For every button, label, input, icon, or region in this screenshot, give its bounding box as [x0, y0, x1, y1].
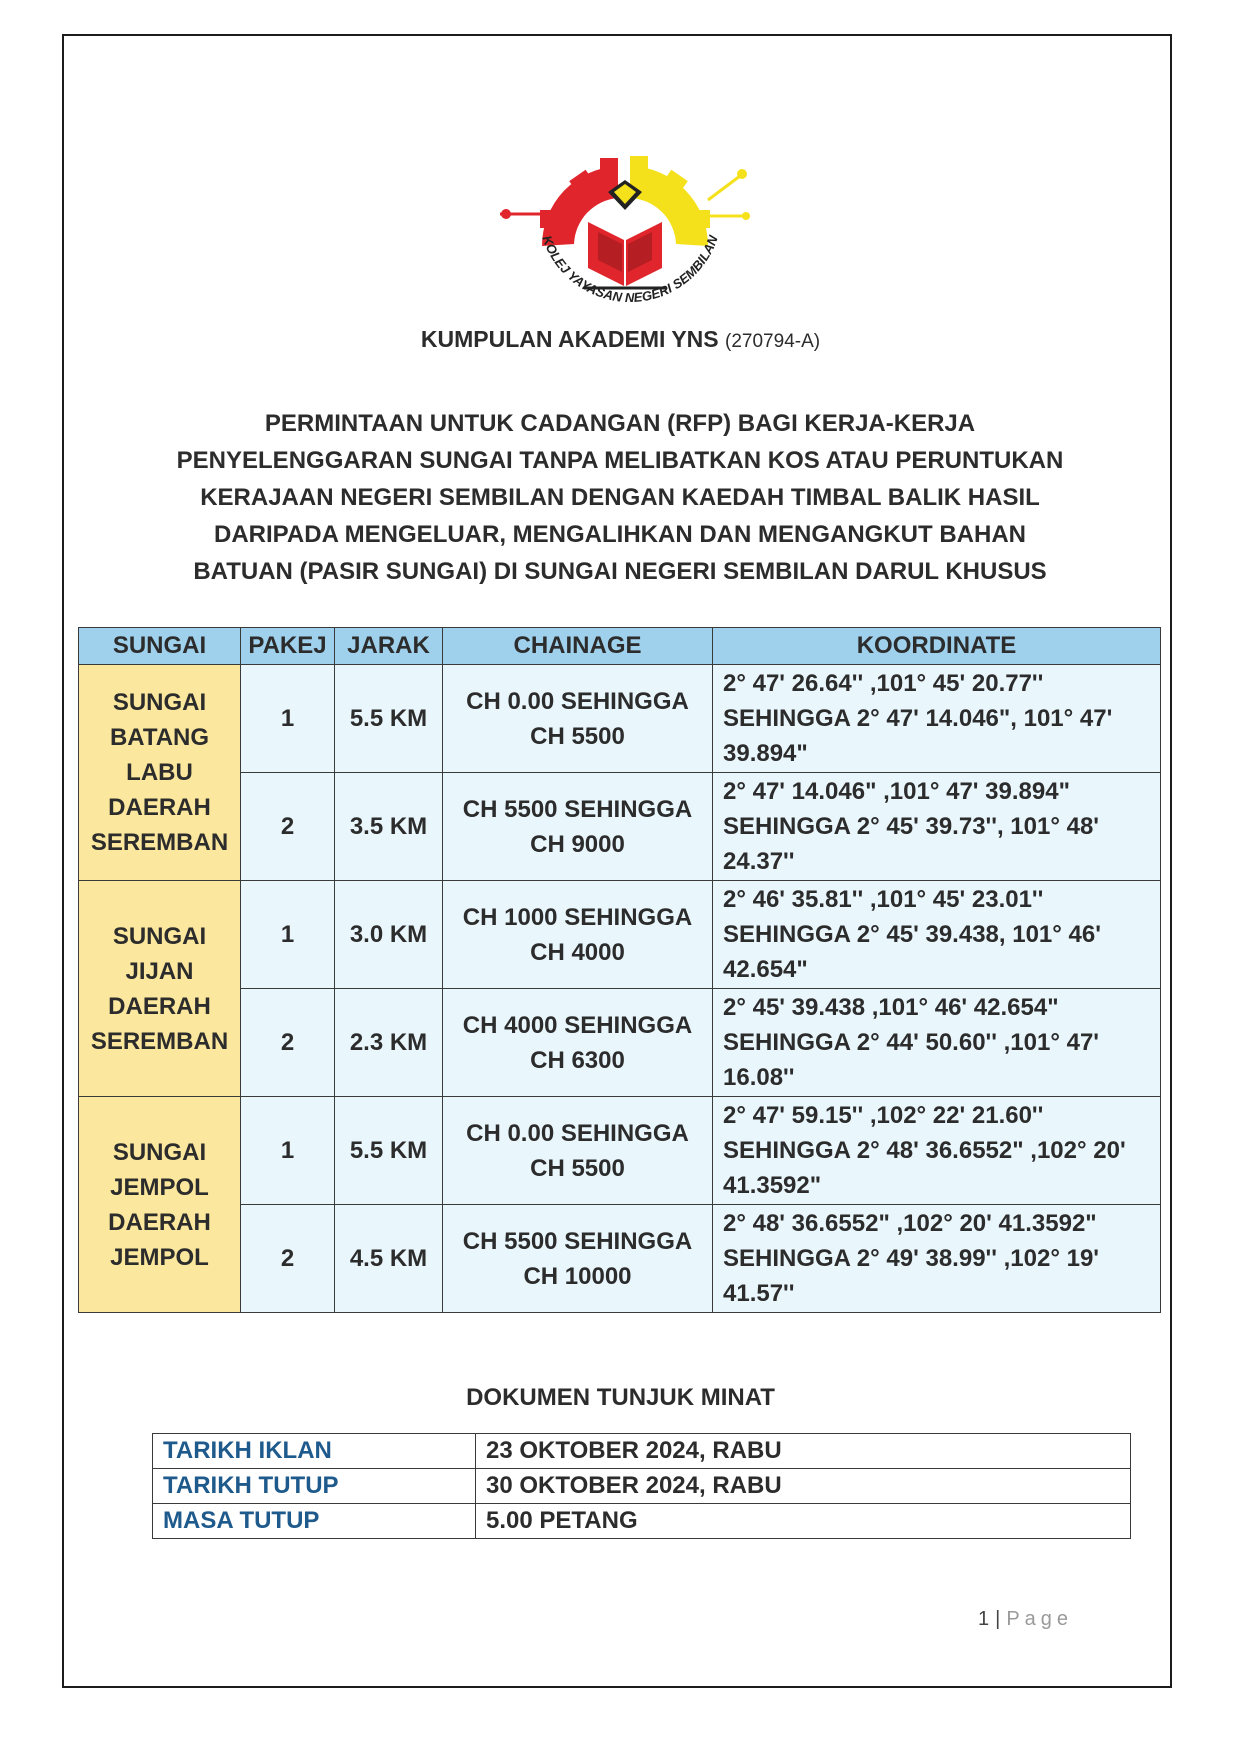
koordinate-cell: 2° 47' 59.15'' ,102° 22' 21.60'' SEHINGGA 2° 48' 36.6552" ,102° 20' 41.3592" [713, 1097, 1161, 1205]
table-header-row [79, 628, 1161, 665]
col-header-sungai: SUNGAI [79, 628, 241, 665]
document-title [150, 405, 1090, 590]
title-line: DARIPADA MENGELUAR, MENGALIHKAN DAN MENGANGKUT BAHAN [214, 521, 1026, 548]
page-separator: | [995, 1608, 1001, 1630]
chainage-cell: CH 1000 SEHINGGA CH 4000 [443, 881, 713, 989]
jarak-cell: 4.5 KM [335, 1205, 443, 1313]
jarak-cell: 5.5 KM [335, 665, 443, 773]
interest-dates-table [152, 1433, 1131, 1539]
pakej-cell: 1 [241, 665, 335, 773]
jarak-cell: 2.3 KM [335, 989, 443, 1097]
page-number [978, 1608, 1073, 1631]
chainage-cell: CH 4000 SEHINGGA CH 6300 [443, 989, 713, 1097]
org-name: KUMPULAN AKADEMI YNS [420, 326, 719, 352]
table-row [153, 1469, 1131, 1504]
table-row [79, 989, 1161, 1097]
jarak-cell: 3.0 KM [335, 881, 443, 989]
table-row [153, 1504, 1131, 1539]
col-header-chainage: CHAINAGE [443, 628, 713, 665]
river-package-table [78, 627, 1161, 1313]
organization-heading [0, 326, 1241, 353]
koordinate-cell: 2° 47' 26.64'' ,101° 45' 20.77'' SEHINGGA 2° 47' 14.046", 101° 47' 39.894" [713, 665, 1161, 773]
page-label: Page [1006, 1608, 1074, 1630]
kolej-yns-logo [500, 136, 752, 316]
table-row [79, 881, 1161, 989]
chainage-cell: CH 5500 SEHINGGA CH 9000 [443, 773, 713, 881]
river-name-cell: SUNGAI BATANG LABU DAERAH SEREMBAN [79, 665, 241, 881]
col-header-pakej: PAKEJ [241, 628, 335, 665]
title-line: BATUAN (PASIR SUNGAI) DI SUNGAI NEGERI SEMBILAN DARUL KHUSUS [193, 558, 1047, 585]
date-value: 23 OKTOBER 2024, RABU [476, 1434, 1131, 1469]
logo-arc-text: KOLEJ YAYASAN NEGERI SEMBILAN [539, 233, 721, 306]
date-label: MASA TUTUP [153, 1504, 476, 1539]
pakej-cell: 2 [241, 989, 335, 1097]
title-line: KERAJAAN NEGERI SEMBILAN DENGAN KAEDAH TIMBAL BALIK HASIL [200, 484, 1040, 511]
date-label: TARIKH IKLAN [153, 1434, 476, 1469]
title-line: PENYELENGGARAN SUNGAI TANPA MELIBATKAN KOS ATAU PERUNTUKAN [176, 447, 1064, 474]
interest-heading: DOKUMEN TUNJUK MINAT [466, 1384, 775, 1411]
table-row [79, 1097, 1161, 1205]
date-label: TARIKH TUTUP [153, 1469, 476, 1504]
jarak-cell: 3.5 KM [335, 773, 443, 881]
river-name-cell: SUNGAI JIJAN DAERAH SEREMBAN [79, 881, 241, 1097]
col-header-koordinate: KOORDINATE [713, 628, 1161, 665]
chainage-cell: CH 0.00 SEHINGGA CH 5500 [443, 665, 713, 773]
chainage-cell: CH 5500 SEHINGGA CH 10000 [443, 1205, 713, 1313]
koordinate-cell: 2° 45' 39.438 ,101° 46' 42.654" SEHINGGA 2° 44' 50.60'' ,101° 47' 16.08'' [713, 989, 1161, 1097]
jarak-cell: 5.5 KM [335, 1097, 443, 1205]
pakej-cell: 1 [241, 1097, 335, 1205]
pakej-cell: 2 [241, 773, 335, 881]
river-name-cell: SUNGAI JEMPOL DAERAH JEMPOL [79, 1097, 241, 1313]
pakej-cell: 2 [241, 1205, 335, 1313]
org-registration: (270794-A) [725, 331, 821, 352]
title-line: PERMINTAAN UNTUK CADANGAN (RFP) BAGI KERJA-KERJA [264, 410, 976, 437]
koordinate-cell: 2° 48' 36.6552" ,102° 20' 41.3592" SEHINGGA 2° 49' 38.99'' ,102° 19' 41.57'' [713, 1205, 1161, 1313]
table-row [79, 773, 1161, 881]
table-row [79, 1205, 1161, 1313]
pakej-cell: 1 [241, 881, 335, 989]
koordinate-cell: 2° 47' 14.046" ,101° 47' 39.894" SEHINGGA 2° 45' 39.73'', 101° 48' 24.37'' [713, 773, 1161, 881]
chainage-cell: CH 0.00 SEHINGGA CH 5500 [443, 1097, 713, 1205]
col-header-jarak: JARAK [335, 628, 443, 665]
page-number-value: 1 [978, 1608, 990, 1630]
table-row [79, 665, 1161, 773]
date-value: 5.00 PETANG [476, 1504, 1131, 1539]
date-value: 30 OKTOBER 2024, RABU [476, 1469, 1131, 1504]
koordinate-cell: 2° 46' 35.81'' ,101° 45' 23.01'' SEHINGGA 2° 45' 39.438, 101° 46' 42.654" [713, 881, 1161, 989]
table-row [153, 1434, 1131, 1469]
